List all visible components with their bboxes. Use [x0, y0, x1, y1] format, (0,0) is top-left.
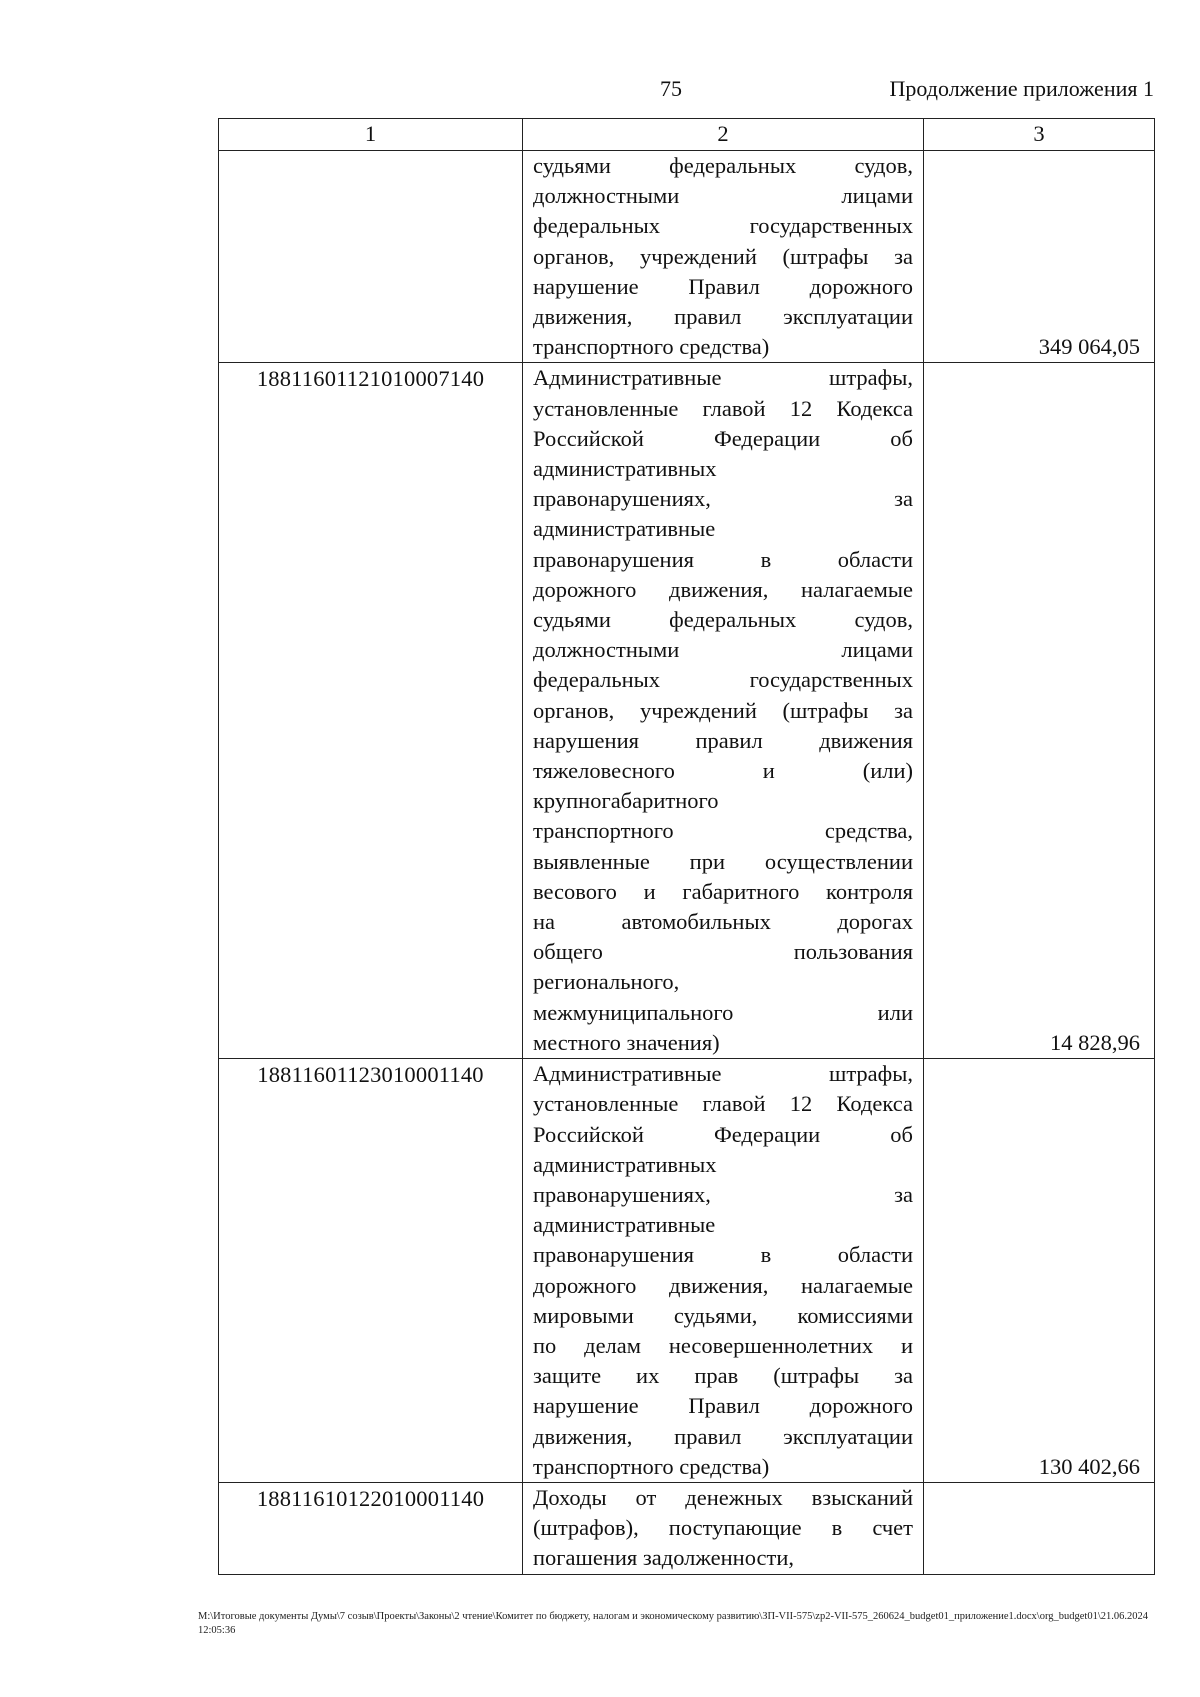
description-line: нарушение Правил дорожного — [533, 273, 913, 299]
description-line: административные — [533, 1212, 716, 1238]
description-line: органов, учреждений (штрафы за — [533, 697, 913, 723]
description-line: мировыми судьями, комиссиями — [533, 1302, 913, 1328]
description-line: движения, правил эксплуатации — [533, 304, 913, 330]
description-cell — [523, 1482, 924, 1574]
description-line: (штрафов), поступающие в счет — [533, 1515, 913, 1541]
description-line: по делам несовершеннолетних и — [533, 1332, 913, 1358]
description-cell — [523, 363, 924, 1059]
table-row — [219, 1482, 1155, 1574]
column-header-3: 3 — [924, 119, 1155, 151]
description-cell — [523, 1059, 924, 1483]
description-line: выявленные при осуществлении — [533, 848, 913, 874]
column-header-2: 2 — [523, 119, 924, 151]
description-line: Российской Федерации об — [533, 1121, 913, 1147]
description-line: федеральных государственных — [533, 213, 913, 239]
description-line: установленные главой 12 Кодекса — [533, 395, 913, 421]
revenue-code: 18811610122010001140 — [256, 1485, 485, 1511]
continuation-label: Продолжение приложения 1 — [889, 76, 1154, 101]
description-line: административных — [533, 456, 717, 482]
amount-cell: 349 064,05 — [924, 151, 1155, 363]
description-line: органов, учреждений (штрафы за — [533, 243, 913, 269]
description-line: крупногабаритного — [533, 788, 719, 814]
description-line: должностными лицами — [533, 637, 913, 663]
description-line: правонарушения в области — [533, 546, 913, 572]
description-line: Административные штрафы, — [533, 1061, 913, 1087]
description-line: правонарушениях, за — [533, 1181, 913, 1207]
page-number: 75 — [660, 76, 682, 101]
description-line: правонарушения в области — [533, 1242, 913, 1268]
description-line: дорожного движения, налагаемые — [533, 1272, 913, 1298]
table-header-row — [219, 119, 1155, 151]
description-line: дорожного движения, налагаемые — [533, 576, 913, 602]
footer-file-path: М:\Итоговые документы Думы\7 созыв\Проекты\Законы\2 чтение\Комитет по бюджету, налогам и экономическому развитию\ЗП-VII-575\zp2-VII-575_260624_budget01_приложение1.docx\org_budget01\21.06.2024 12:05:36 — [198, 1611, 1149, 1636]
description-line: судьями федеральных судов, — [533, 153, 913, 178]
description-line: административные — [533, 516, 716, 542]
revenue-code: 18811601123010001140 — [257, 1062, 484, 1088]
description-line: на автомобильных дорогах — [533, 909, 913, 935]
description-line: судьями федеральных судов, — [533, 607, 913, 633]
budget-table — [218, 118, 1155, 1575]
description-line: движения, правил эксплуатации — [533, 1423, 913, 1449]
description-line: регионального, — [533, 969, 680, 995]
amount-cell — [924, 1482, 1155, 1574]
description-line: общего пользования — [533, 939, 913, 965]
description-line: весового и габаритного контроля — [533, 878, 913, 904]
revenue-code-cell — [219, 363, 523, 1059]
description-line: правонарушениях, за — [533, 486, 913, 512]
revenue-code-cell — [219, 1482, 523, 1574]
description-line: погашения задолженности, — [533, 1545, 794, 1571]
revenue-code-cell — [219, 1059, 523, 1483]
table-row — [219, 151, 1155, 363]
description-line: нарушение Правил дорожного — [533, 1393, 913, 1419]
description-line: защите их прав (штрафы за — [533, 1363, 913, 1389]
revenue-code: 18811601121010007140 — [256, 366, 485, 392]
description-cell — [523, 151, 924, 363]
table-row — [219, 363, 1155, 1059]
amount-cell: 130 402,66 — [924, 1059, 1155, 1483]
description-line: Доходы от денежных взысканий — [533, 1484, 913, 1510]
description-line: Административные штрафы, — [533, 365, 913, 391]
table-body — [219, 151, 1155, 1575]
description-line: транспортного средства) — [533, 1453, 770, 1479]
amount-cell: 14 828,96 — [924, 363, 1155, 1059]
description-line: местного значения) — [533, 1029, 720, 1055]
description-line: нарушения правил движения — [533, 727, 913, 753]
description-line: установленные главой 12 Кодекса — [533, 1091, 913, 1117]
column-header-1: 1 — [219, 119, 523, 151]
revenue-code-cell — [219, 151, 523, 363]
description-line: транспортного средства, — [533, 818, 913, 844]
description-line: федеральных государственных — [533, 667, 913, 693]
description-line: межмуниципального или — [533, 999, 913, 1025]
table-row — [219, 1059, 1155, 1483]
description-line: тяжеловесного и (или) — [533, 758, 913, 784]
description-line: административных — [533, 1151, 717, 1177]
description-line: Российской Федерации об — [533, 425, 913, 451]
description-line: транспортного средства) — [533, 334, 770, 360]
description-line: должностными лицами — [533, 183, 913, 209]
